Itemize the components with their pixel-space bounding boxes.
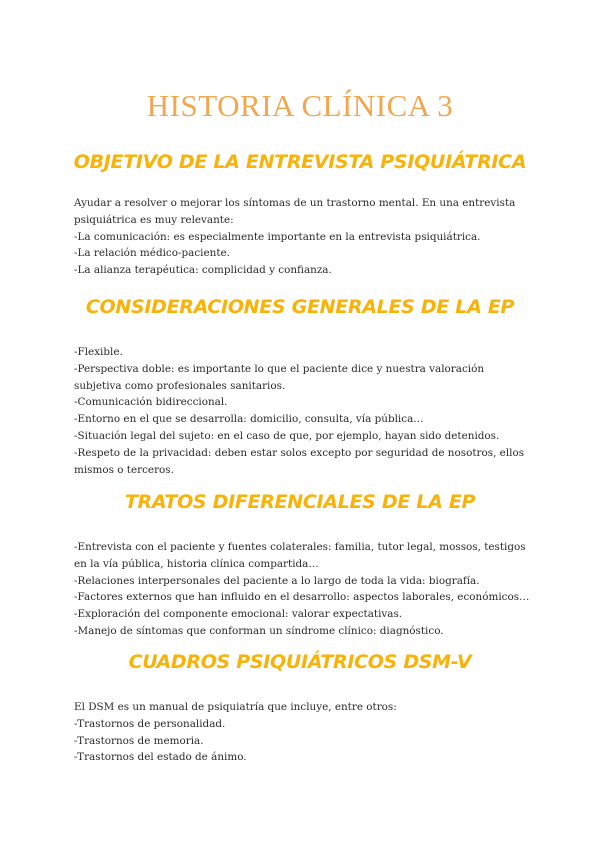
paragraph: Ayudar a resolver o mejorar los síntomas de un trastorno mental. En una entrevista psiquiátrica es muy relevante:: [74, 197, 516, 226]
section-body-tratos: [74, 539, 532, 640]
list-item: -Trastornos del estado de ánimo.: [74, 751, 247, 764]
list-item: -Manejo de síntomas que conforman un síndrome clínico: diagnóstico.: [74, 624, 444, 637]
section-heading-cuadros: CUADROS PSIQUIÁTRICOS DSM-V: [128, 651, 472, 673]
list-item: -Relaciones interpersonales del paciente a lo largo de toda la vida: biografía.: [74, 574, 480, 587]
list-item: -Factores externos que han influido en el desarrollo: aspectos laborales, económicos…: [74, 591, 530, 604]
list-item: -Entorno en el que se desarrolla: domicilio, consulta, vía pública…: [74, 413, 424, 426]
list-item: -Situación legal del sujeto: en el caso de que, por ejemplo, hayan sido detenidos.: [74, 429, 500, 442]
list-item: -Comunicación bidireccional.: [74, 396, 228, 409]
section-heading-consideraciones: CONSIDERACIONES GENERALES DE LA EP: [85, 296, 515, 318]
section-body-consideraciones: [74, 344, 532, 478]
list-item: -Trastornos de personalidad.: [74, 717, 226, 730]
section-heading-objetivo: OBJETIVO DE LA ENTREVISTA PSIQUIÁTRICA: [73, 151, 527, 173]
list-item: -La alianza terapéutica: complicidad y confianza.: [74, 264, 332, 277]
list-item: -Entrevista con el paciente y fuentes colaterales: familia, tutor legal, mossos, testigos en la vía pública, historia clínica compartida…: [74, 541, 526, 570]
page-title: HISTORIA CLÍNICA 3: [146, 88, 454, 123]
list-item: -Respeto de la privacidad: deben estar solos excepto por seguridad de nosotros, ellos mismos o terceros.: [74, 446, 525, 476]
list-item: -Exploración del componente emocional: valorar expectativas.: [74, 608, 403, 621]
section-heading-tratos: TRATOS DIFERENCIALES DE LA EP: [124, 491, 476, 513]
list-item: -La comunicación: es especialmente importante en la entrevista psiquiátrica.: [74, 230, 481, 243]
list-item: -Trastornos de memoria.: [74, 734, 204, 747]
section-body-cuadros: [74, 699, 532, 766]
list-item: -La relación médico-paciente.: [74, 247, 230, 260]
section-body-objetivo: [74, 195, 532, 279]
list-item: -Flexible.: [74, 346, 123, 358]
list-item: -Perspectiva doble: es importante lo que el paciente dice y nuestra valoración subjetiva como profesionales sanitarios.: [74, 362, 485, 392]
paragraph: El DSM es un manual de psiquiatría que incluye, entre otros:: [74, 701, 397, 713]
